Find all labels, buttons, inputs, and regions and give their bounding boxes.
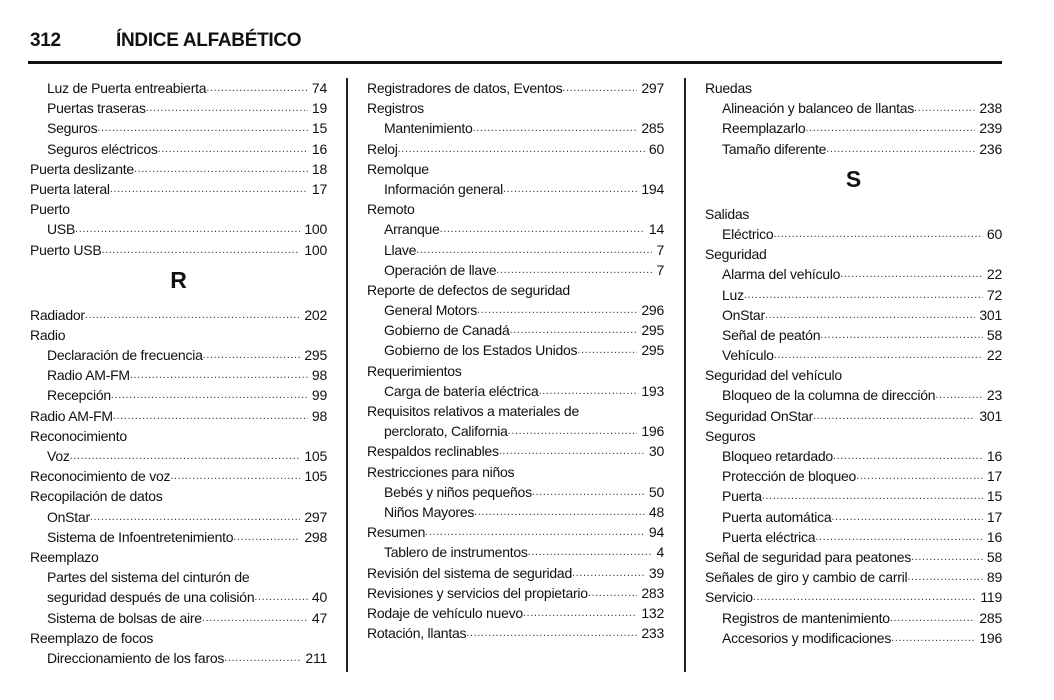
entry-text: Radio AM-FM [30, 407, 113, 424]
page-reference: 295 [641, 342, 664, 359]
index-subentry [367, 542, 664, 562]
dot-leader [90, 507, 301, 527]
section-letter: S [845, 165, 862, 192]
index-subentry [367, 179, 664, 199]
page-reference: 14 [648, 221, 664, 238]
page-reference: 301 [979, 306, 1002, 323]
index-subentry [367, 260, 664, 280]
entry-text: Remolque [367, 160, 429, 177]
index-entry [30, 179, 327, 199]
entry-text: Rodaje de vehículo nuevo [367, 604, 523, 621]
entry-text: Bloqueo de la columna de dirección [722, 387, 936, 404]
index-subentry [30, 567, 327, 587]
index-subentry [367, 118, 664, 138]
entry-text: Accesorios y modificaciones [722, 629, 892, 646]
entry-text: Reemplazarlo [722, 120, 806, 137]
entry-text: Seguridad [705, 246, 767, 263]
index-entry [367, 583, 664, 603]
page-reference: 22 [986, 266, 1002, 283]
dot-leader [440, 219, 645, 239]
dot-leader [826, 139, 975, 159]
entry-text: Resumen [367, 524, 426, 541]
page-reference: 94 [648, 524, 664, 541]
index-entry [367, 623, 664, 643]
dot-leader [532, 482, 645, 502]
entry-text: Tablero de instrumentos [384, 544, 528, 561]
dot-leader [813, 406, 975, 426]
page-reference: 30 [648, 443, 664, 460]
entry-text: Bloqueo retardado [722, 448, 833, 464]
page-reference: 211 [305, 649, 327, 666]
page-reference: 72 [986, 286, 1002, 303]
page-title: ÍNDICE ALFABÉTICO [116, 30, 302, 51]
page-reference: 18 [311, 160, 327, 177]
page-reference: 47 [311, 609, 327, 626]
dot-leader [130, 365, 308, 385]
dot-leader [510, 320, 638, 340]
entry-text: Niños Mayores [384, 503, 475, 520]
index-subentry [367, 219, 664, 239]
index-entry [367, 603, 664, 623]
dot-leader [466, 623, 637, 643]
entry-text: Revisiones y servicios del propietario [367, 584, 588, 601]
entry-text: Alineación y balanceo de llantas [722, 100, 915, 117]
page-reference: 16 [986, 448, 1002, 464]
index-subentry [367, 320, 664, 340]
dot-leader [588, 583, 638, 603]
entry-text: Radio [30, 326, 66, 343]
index-subentry [705, 385, 1002, 405]
page-reference: 4 [656, 544, 664, 561]
dot-leader [774, 345, 983, 365]
index-subentry [705, 224, 1002, 244]
page-reference: 15 [311, 120, 327, 137]
dot-leader [158, 139, 308, 159]
dot-leader [97, 118, 308, 138]
entry-text: Puerto [30, 201, 70, 218]
index-subentry [30, 608, 327, 628]
dot-leader [562, 78, 637, 98]
entry-text: Puertas traseras [47, 100, 146, 117]
index-subentry [705, 98, 1002, 118]
entry-text: Reloj [367, 140, 398, 157]
dot-leader [473, 118, 638, 138]
dot-leader [254, 587, 308, 607]
index-subentry [30, 118, 327, 138]
dot-leader [170, 466, 300, 486]
page-reference: 236 [979, 140, 1002, 157]
dot-leader [914, 98, 975, 118]
page-reference: 19 [311, 100, 327, 117]
section-letter: R [170, 266, 187, 293]
dot-leader [203, 345, 301, 365]
dot-leader [425, 522, 645, 542]
dot-leader [113, 406, 308, 426]
index-entry [367, 563, 664, 583]
dot-leader [111, 385, 308, 405]
entry-text: Reemplazo [30, 548, 99, 565]
dot-leader [907, 567, 983, 587]
page-reference: 297 [641, 80, 664, 96]
entry-text: Rotación, llantas [367, 625, 467, 642]
entry-text: Protección de bloqueo [722, 468, 857, 485]
dot-leader [233, 527, 300, 547]
entry-text: Gobierno de los Estados Unidos [384, 342, 578, 359]
dot-leader [523, 603, 637, 623]
entry-text: Puerta deslizante [30, 160, 134, 177]
page-reference: 202 [304, 306, 327, 323]
entry-text: Bebés y niños pequeños [384, 483, 532, 500]
entry-text: Respaldos reclinables [367, 443, 499, 460]
page-reference: 105 [304, 448, 327, 464]
dot-leader [146, 98, 308, 118]
index-subentry [705, 285, 1002, 305]
entry-text: Puerta automática [722, 508, 832, 525]
dot-leader [539, 381, 638, 401]
page-reference: 295 [641, 322, 664, 339]
page-reference: 17 [986, 508, 1002, 525]
index-entry [367, 98, 664, 118]
index-subentry [30, 365, 327, 385]
dot-leader [820, 325, 983, 345]
dot-leader [508, 421, 638, 441]
dot-leader [833, 446, 983, 466]
index-subentry [30, 78, 327, 98]
dot-leader [935, 385, 983, 405]
entry-text: Vehículo [722, 347, 774, 364]
entry-text: seguridad después de una colisión [47, 589, 255, 606]
index-subentry [705, 264, 1002, 284]
index-subentry [705, 325, 1002, 345]
dot-leader [831, 507, 983, 527]
page-reference: 74 [311, 80, 327, 96]
column-divider [684, 78, 686, 672]
page-reference: 283 [641, 584, 664, 601]
index-subentry [705, 486, 1002, 506]
index-subentry [367, 240, 664, 260]
page-reference: 196 [641, 423, 664, 440]
entry-text: Tamaño diferente [722, 140, 827, 157]
entry-text: Señales de giro y cambio de carril [705, 569, 908, 586]
index-subentry [705, 345, 1002, 365]
page-reference: 15 [986, 488, 1002, 505]
page-reference: 119 [980, 589, 1002, 606]
page-reference: 60 [986, 225, 1002, 242]
entry-text: Mantenimiento [384, 120, 473, 137]
entry-text: Reporte de defectos de seguridad [367, 281, 570, 298]
page-reference: 295 [304, 347, 327, 364]
entry-text: Recepción [47, 387, 111, 404]
entry-text: Registros [367, 100, 424, 117]
index-subentry [367, 482, 664, 502]
entry-text: Llave [384, 241, 417, 258]
dot-leader [856, 466, 983, 486]
entry-text: Registradores de datos, Eventos [367, 80, 563, 96]
entry-text: Recopilación de datos [30, 488, 163, 505]
index-entry [367, 401, 664, 421]
dot-leader [753, 587, 977, 607]
dot-leader [75, 219, 300, 239]
page-reference: 194 [641, 180, 664, 197]
index-entry [367, 78, 664, 98]
page-reference: 48 [648, 503, 664, 520]
page-reference: 99 [311, 387, 327, 404]
index-subentry [30, 446, 327, 466]
dot-leader [744, 285, 983, 305]
index-column-1 [30, 78, 327, 668]
index-entry [30, 547, 327, 567]
column-divider [346, 78, 348, 672]
index-subentry [705, 118, 1002, 138]
index-entry [367, 361, 664, 381]
dot-leader [577, 340, 637, 360]
page-reference: 58 [986, 548, 1002, 565]
index-subentry [30, 587, 327, 607]
index-entry [30, 240, 327, 260]
page-reference: 298 [304, 528, 327, 545]
page-reference: 285 [979, 609, 1002, 626]
dot-leader [499, 441, 645, 461]
dot-leader [110, 179, 308, 199]
index-entry [30, 305, 327, 325]
entry-text: Luz [722, 286, 744, 303]
index-subentry [705, 507, 1002, 527]
page-reference: 17 [311, 180, 327, 197]
page-reference: 22 [986, 347, 1002, 364]
page-reference: 7 [656, 241, 664, 258]
index-entry [367, 280, 664, 300]
page-reference: 105 [304, 468, 327, 485]
entry-text: Radio AM-FM [47, 367, 130, 384]
entry-text: Seguros [47, 120, 98, 137]
page-reference: 39 [648, 564, 664, 581]
index-entry [367, 159, 664, 179]
page-reference: 98 [311, 367, 327, 384]
entry-text: Señal de seguridad para peatones [705, 548, 912, 565]
index-entry [30, 406, 327, 426]
page-reference: 50 [648, 483, 664, 500]
index-column-3 [705, 78, 1002, 648]
entry-text: Reemplazo de focos [30, 629, 154, 646]
dot-leader [762, 486, 983, 506]
index-subentry [30, 219, 327, 239]
dot-leader [840, 264, 983, 284]
page-reference: 239 [979, 120, 1002, 137]
entry-text: Direccionamiento de los faros [47, 649, 225, 666]
index-entry [367, 522, 664, 542]
index-entry [705, 365, 1002, 385]
entry-text: Eléctrico [722, 225, 774, 242]
index-subentry [30, 648, 327, 668]
entry-text: Gobierno de Canadá [384, 322, 510, 339]
entry-text: Puerta lateral [30, 180, 110, 197]
index-entry [367, 199, 664, 219]
index-subentry [367, 502, 664, 522]
entry-text: Seguros [705, 427, 756, 444]
page-reference: 193 [641, 382, 664, 399]
entry-text: Restricciones para niños [367, 463, 515, 480]
dot-leader [890, 608, 976, 628]
page-reference: 238 [979, 100, 1002, 117]
entry-text: Remoto [367, 201, 415, 218]
dot-leader [70, 446, 301, 466]
entry-text: Partes del sistema del cinturón de [47, 569, 250, 586]
dot-leader [805, 118, 975, 138]
entry-text: Reconocimiento [30, 427, 127, 444]
index-entry [30, 628, 327, 648]
index-subentry [705, 608, 1002, 628]
index-subentry [30, 527, 327, 547]
index-subentry [30, 139, 327, 159]
index-entry [367, 462, 664, 482]
index-subentry [705, 305, 1002, 325]
entry-text: Requisitos relativos a materiales de [367, 403, 579, 419]
page-reference: 196 [979, 629, 1002, 646]
entry-text: Revisión del sistema de seguridad [367, 564, 572, 581]
index-subentry [367, 421, 664, 441]
entry-text: Declaración de frecuencia [47, 347, 203, 364]
page-reference: 296 [641, 302, 664, 319]
entry-text: Arranque [384, 221, 440, 238]
index-subentry [367, 340, 664, 360]
dot-leader [477, 300, 637, 320]
entry-text: Requerimientos [367, 362, 462, 379]
index-subentry [367, 300, 664, 320]
dot-leader [101, 240, 300, 260]
index-subentry [30, 98, 327, 118]
index-entry [705, 426, 1002, 446]
index-column-2 [367, 78, 664, 643]
entry-text: OnStar [722, 306, 765, 323]
entry-text: Sistema de Infoentretenimiento [47, 528, 234, 545]
index-entry [30, 486, 327, 506]
entry-text: Luz de Puerta entreabierta [47, 80, 207, 96]
index-subentry [30, 507, 327, 527]
index-entry [705, 587, 1002, 607]
page-reference: 40 [311, 589, 327, 606]
dot-leader [202, 608, 308, 628]
page-reference: 233 [641, 625, 664, 642]
page-reference: 100 [304, 221, 327, 238]
page-reference: 297 [304, 508, 327, 525]
index-entry [30, 199, 327, 219]
entry-text: Salidas [705, 205, 750, 222]
dot-leader [206, 78, 308, 98]
index-subentry [705, 628, 1002, 648]
page-reference: 58 [986, 326, 1002, 343]
dot-leader [416, 240, 652, 260]
index-subentry [705, 466, 1002, 486]
dot-leader [398, 139, 645, 159]
entry-text: Operación de llave [384, 261, 497, 278]
entry-text: Voz [47, 448, 70, 464]
index-entry [705, 244, 1002, 264]
index-entry [367, 441, 664, 461]
page-reference: 16 [311, 140, 327, 157]
entry-text: Sistema de bolsas de aire [47, 609, 202, 626]
dot-leader [911, 547, 983, 567]
page-number: 312 [30, 30, 61, 51]
dot-leader [528, 542, 653, 562]
dot-leader [474, 502, 645, 522]
page-reference: 89 [986, 569, 1002, 586]
page-reference: 285 [641, 120, 664, 137]
page-reference: 60 [648, 140, 664, 157]
index-entry [705, 547, 1002, 567]
entry-text: Seguros eléctricos [47, 140, 158, 157]
page-reference: 301 [979, 407, 1002, 424]
dot-leader [503, 179, 637, 199]
dot-leader [134, 159, 308, 179]
entry-text: Información general [384, 180, 503, 197]
entry-text: Señal de peatón [722, 326, 821, 343]
index-entry [30, 325, 327, 345]
entry-text: USB [47, 221, 76, 238]
dot-leader [765, 305, 976, 325]
entry-text: Puerta eléctrica [722, 528, 816, 545]
page-reference: 7 [656, 261, 664, 278]
page-reference: 100 [304, 241, 327, 258]
entry-text: Registros de mantenimiento [722, 609, 890, 626]
entry-text: OnStar [47, 508, 90, 525]
entry-text: General Motors [384, 302, 477, 319]
index-entry [30, 159, 327, 179]
entry-text: Puerto USB [30, 241, 102, 258]
page-reference: 132 [641, 604, 664, 621]
dot-leader [773, 224, 982, 244]
index-entry [705, 567, 1002, 587]
dot-leader [85, 305, 301, 325]
header-rule [28, 61, 1002, 64]
entry-text: perclorato, California [384, 423, 508, 440]
index-entry [30, 426, 327, 446]
entry-text: Radiador [30, 306, 85, 323]
index-subentry [30, 385, 327, 405]
index-entry [705, 78, 1002, 98]
entry-text: Puerta [722, 488, 762, 505]
page-reference: 98 [311, 407, 327, 424]
dot-leader [815, 527, 983, 547]
index-entry [705, 406, 1002, 426]
index-subentry [705, 527, 1002, 547]
entry-text: Seguridad OnStar [705, 407, 814, 424]
index-entry [367, 139, 664, 159]
entry-text: Carga de batería eléctrica [384, 382, 539, 399]
entry-text: Reconocimiento de voz [30, 468, 171, 485]
index-entry [30, 466, 327, 486]
dot-leader [496, 260, 652, 280]
page-reference: 16 [986, 528, 1002, 545]
index-subentry [705, 446, 1002, 466]
page-reference: 23 [986, 387, 1002, 404]
entry-text: Seguridad del vehículo [705, 367, 842, 384]
dot-leader [572, 563, 645, 583]
page-reference: 17 [986, 468, 1002, 485]
entry-text: Ruedas [705, 80, 752, 96]
index-subentry [367, 381, 664, 401]
index-entry [705, 204, 1002, 224]
dot-leader [224, 648, 301, 668]
entry-text: Alarma del vehículo [722, 266, 841, 283]
index-subentry [30, 345, 327, 365]
index-subentry [705, 139, 1002, 159]
dot-leader [891, 628, 975, 648]
entry-text: Servicio [705, 589, 753, 606]
